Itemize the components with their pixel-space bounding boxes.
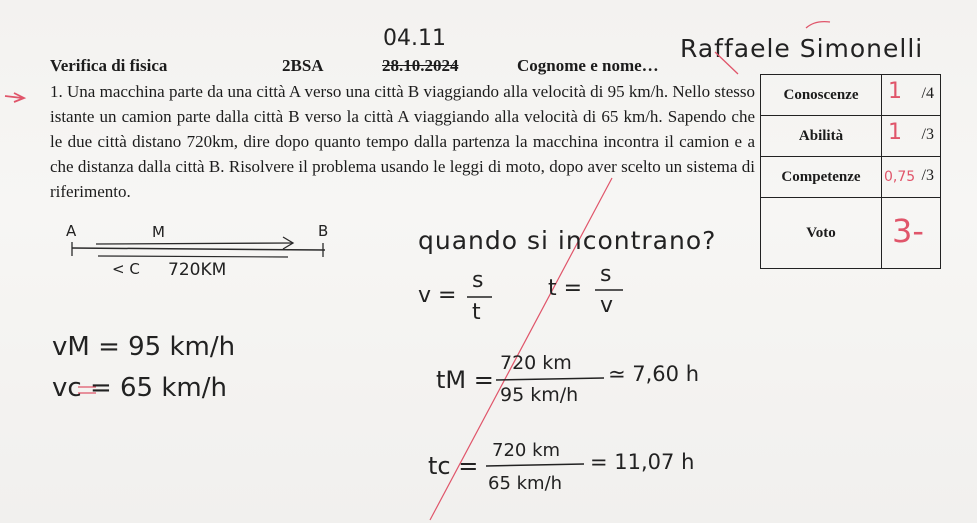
time-car-num: 720 km	[500, 352, 572, 374]
grade-score: 3-	[892, 212, 924, 250]
problem-text: 1. Una macchina parte da una città A verso una città B viaggiando alla velocità di 95 km/h. Nello stesso istante un camion parte dalla città B verso la città A viaggiando alla velocità di 65 km/h. Sapendo che le due città distano 720km, dire dopo quanto tempo dalla partenza la macchina incontra il camion e a che distanza dalla città B. Risolvere il problema usando le leggi di moto, dopo aver scelto un sistema di riferimento.	[50, 82, 755, 201]
grade-score: 1	[888, 120, 902, 145]
grade-label: Abilità	[761, 116, 882, 157]
grade-label: Voto	[761, 198, 882, 269]
grade-label: Conoscenze	[761, 75, 882, 116]
date-handwritten: 04.11	[383, 26, 446, 51]
diagram-arrow-truck	[98, 256, 288, 257]
formula-v-den: t	[472, 300, 481, 325]
time-truck-result: = 11,07 h	[590, 450, 695, 474]
time-car-result: ≃ 7,60 h	[608, 362, 700, 386]
fraction-bar	[496, 378, 604, 380]
time-car-lhs: tM =	[436, 366, 494, 394]
grade-max: /3	[921, 126, 934, 143]
name-label: Cognome e nome…	[517, 56, 659, 75]
question-note: quando si incontrano?	[418, 226, 717, 255]
grade-max: /4	[921, 85, 934, 102]
fraction-bar	[486, 464, 584, 466]
student-name: Raffaele Simonelli	[680, 34, 924, 63]
time-car-den: 95 km/h	[500, 384, 579, 406]
formula-t-lhs: t =	[548, 276, 583, 301]
diagram-label-b: B	[318, 222, 329, 240]
time-truck-lhs: tc =	[428, 452, 479, 480]
grade-score: 1	[888, 79, 902, 104]
test-title: Verifica di fisica	[50, 56, 168, 75]
diagram-arrow-car	[96, 243, 293, 244]
diagram-label-m: M	[152, 223, 165, 241]
formula-t-num: s	[600, 262, 612, 287]
formula-v-num: s	[472, 268, 484, 293]
grade-score: 0,75	[884, 169, 916, 185]
diagram-axis-line	[72, 248, 325, 250]
date-struck: 28.10.2024	[382, 56, 459, 75]
correction-arrow-icon	[5, 93, 24, 102]
diagram-label-a: A	[66, 222, 77, 240]
diagram-distance: 720KM	[168, 260, 227, 280]
grade-label: Competenze	[761, 157, 882, 198]
diagram-label-c: < C	[112, 260, 140, 278]
class-name: 2BSA	[282, 56, 324, 75]
formula-v-lhs: v =	[418, 283, 457, 308]
formula-t-den: v	[600, 293, 614, 318]
time-truck-num: 720 km	[492, 440, 561, 461]
velocity-truck: vc = 65 km/h	[52, 373, 227, 403]
grade-max: /3	[921, 167, 934, 184]
time-truck-den: 65 km/h	[488, 473, 563, 494]
correction-mark-icon	[806, 22, 830, 28]
correction-mark-icon	[715, 52, 738, 74]
velocity-car: vM = 95 km/h	[52, 332, 236, 362]
